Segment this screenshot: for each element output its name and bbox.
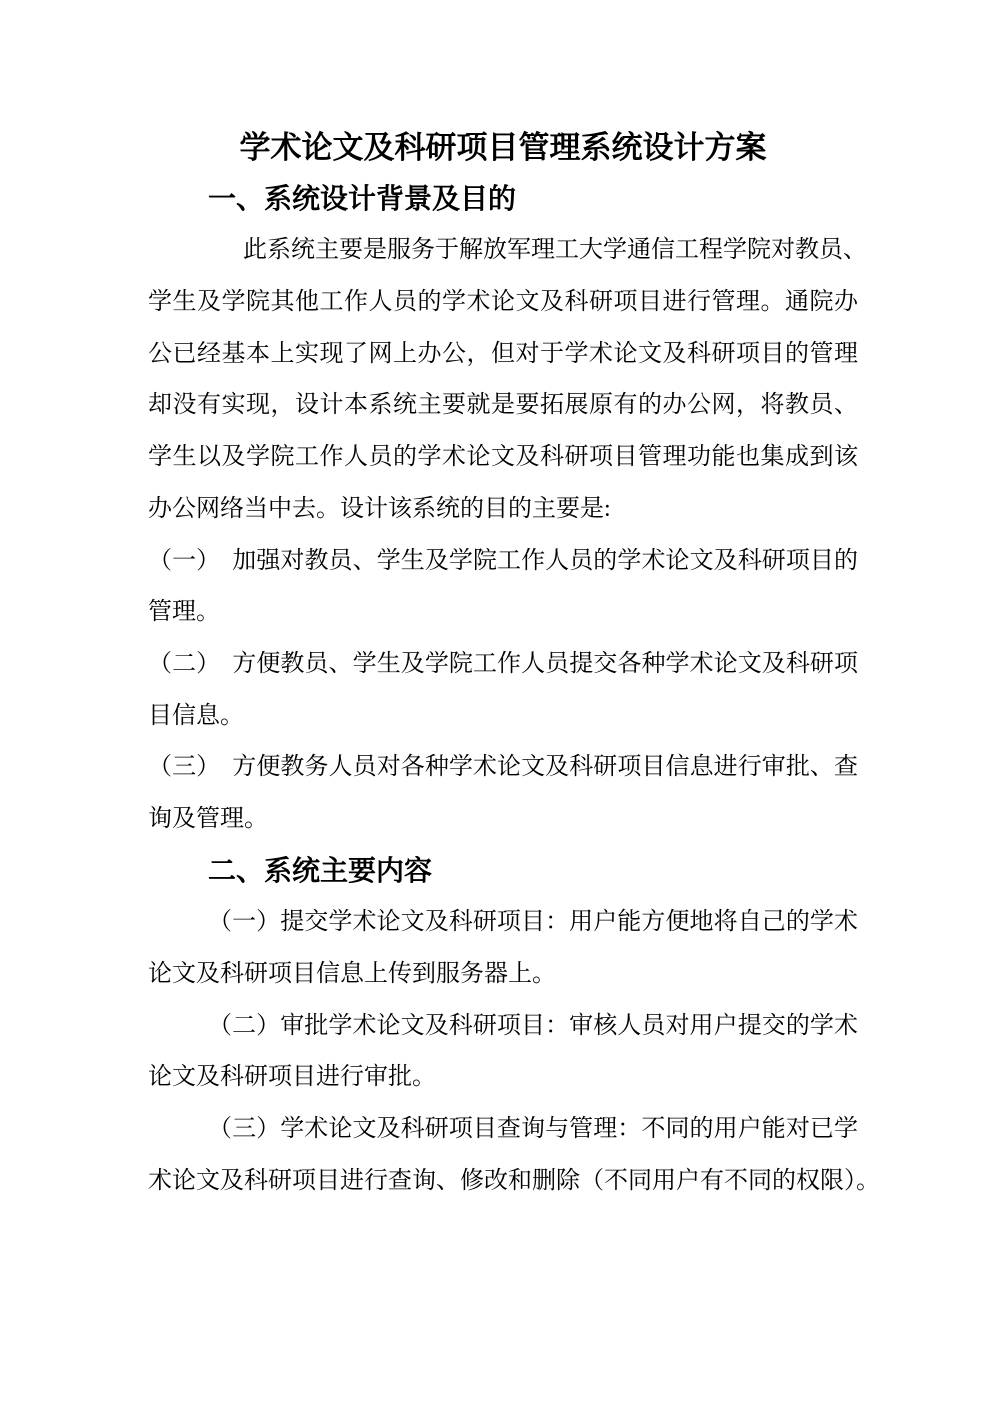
list-item-line: 管理。	[148, 599, 220, 626]
list-item-line: （二）审批学术论文及科研项目：审核人员对用户提交的学术	[208, 1012, 858, 1039]
document-content	[148, 122, 880, 1207]
intro-paragraph-line: 办公网络当中去。设计该系统的目的主要是:	[148, 495, 611, 522]
intro-paragraph-line: 却没有实现，设计本系统主要就是要拓展原有的办公网，将教员、	[148, 392, 858, 419]
list-item-line: 目信息。	[148, 702, 244, 729]
list-item-line: （一）提交学术论文及科研项目：用户能方便地将自己的学术	[208, 909, 858, 936]
list-item-line: 论文及科研项目信息上传到服务器上。	[148, 961, 556, 987]
list-item-line: （三）学术论文及科研项目查询与管理：不同的用户能对已学	[208, 1116, 858, 1143]
intro-paragraph-line: 公已经基本上实现了网上办公，但对于学术论文及科研项目的管理	[148, 340, 858, 367]
document-title: 学术论文及科研项目管理系统设计方案	[239, 130, 767, 165]
list-item-line: 术论文及科研项目进行查询、修改和删除（不同用户有不同的权限）。	[148, 1167, 880, 1194]
list-item-line: （二） 方便教员、学生及学院工作人员提交各种学术论文及科研项	[148, 650, 858, 677]
list-item-line: （三） 方便教务人员对各种学术论文及科研项目信息进行审批、查	[148, 754, 858, 781]
section-2-heading: 二、系统主要内容	[208, 855, 433, 887]
section-1-heading: 一、系统设计背景及目的	[208, 183, 517, 215]
list-item-line: 论文及科研项目进行审批。	[148, 1064, 436, 1091]
list-item-line: 询及管理。	[148, 805, 268, 832]
list-item-line: （一） 加强对教员、学生及学院工作人员的学术论文及科研项目的	[148, 547, 858, 574]
intro-paragraph-line: 此系统主要是服务于解放军理工大学通信工程学院对教员、	[243, 237, 867, 264]
intro-paragraph-line: 学生以及学院工作人员的学术论文及科研项目管理功能也集成到该	[148, 444, 858, 471]
intro-paragraph-line: 学生及学院其他工作人员的学术论文及科研项目进行管理。通院办	[148, 289, 858, 316]
